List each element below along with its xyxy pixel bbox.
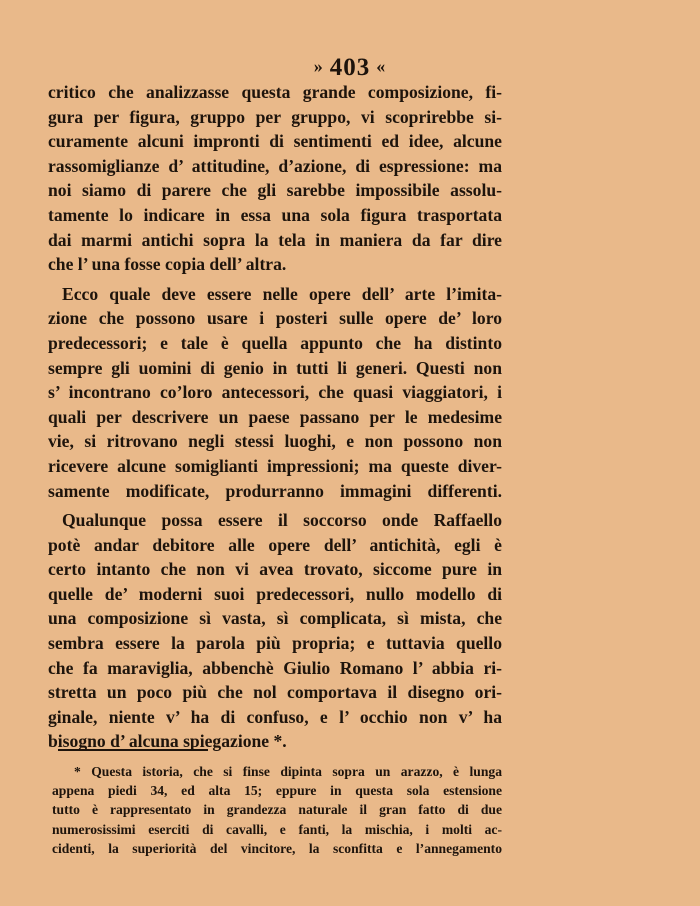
text-line: dai marmi antichi sopra la tela in maniera da far dire [48,229,502,250]
paragraph-2 [48,282,502,503]
footnote-line: appena piedi 34, ed alta 15; eppure in questa sola estensione [52,783,502,799]
footnote [52,762,502,858]
text-line: predecessori; e tale è quella appunto che ha distinto [48,332,502,353]
text-line: certo intanto che non vi avea trovato, siccome pure in [48,559,502,580]
text-line: quelle de’ moderni suoi predecessori, nullo modello di [48,583,502,604]
text-line: s’ incontrano co’loro antecessori, che quasi viaggiatori, i [48,382,502,403]
text-line: sembra essere la parola più propria; e tuttavia quello [48,633,502,654]
text-line: tamente lo indicare in essa una sola figura trasportata [48,204,502,225]
paragraph-1 [48,80,502,277]
text-line: stretta un poco più che nol comportava il disegno ori- [48,682,502,703]
text-line: noi siamo di parere che gli sarebbe impossibile assolu- [48,180,502,201]
text-line: che fa maraviglia, abbenchè Giulio Romano l’ abbia ri- [48,657,502,678]
text-line: potè andar debitore alle opere dell’ antichità, egli è [48,534,502,555]
text-line: gura per figura, gruppo per gruppo, vi scoprirebbe si- [48,106,502,127]
main-text [48,80,502,754]
text-line: curamente alcuni impronti di sentimenti ed idee, alcune [48,131,502,152]
paragraph-3 [48,508,502,754]
text-line: che l’ una fosse copia dell’ altra. [48,254,287,275]
text-line: critico che analizzasse questa grande composizione, fi- [48,82,502,102]
page-number: 403 [329,54,371,81]
text-line: samente modificate, produrranno immagini differenti. [48,480,502,501]
text-line: zione che possono usare i posteri sulle opere de’ loro [48,308,502,329]
text-line: ricevere alcune somiglianti impressioni; ma queste diver- [48,455,502,476]
text-line: vie, si ritrovano negli stessi luoghi, e non possono non [48,431,502,452]
footnote-line: cidenti, la superiorità del vincitore, la sconfitta e l’annegamento [52,840,502,856]
ornament-right: « [376,56,387,76]
text-line: rassomiglianze d’ attitudine, d’azione, di espressione: ma [48,155,502,176]
text-line: Qualunque possa essere il soccorso onde Raffaello [62,510,502,531]
text-line: ginale, niente v’ ha di confuso, e l’ occhio non v’ ha [48,706,502,727]
footnote-line: * Questa istoria, che si finse dipinta sopra un arazzo, è lunga [74,764,502,779]
footnote-line: numerosissimi eserciti di cavalli, e fanti, la mischia, i molti ac- [52,821,502,837]
text-line: sempre gli uomini di genio in tutti li generi. Questi non [48,357,502,378]
text-line: quali per descrivere un paese passano per le medesime [48,406,502,427]
text-line: bisogno d’ alcuna spiegazione *. [48,731,287,752]
page-header [0,52,700,82]
text-line: Ecco quale deve essere nelle opere dell’ arte l’imita- [62,283,502,304]
footnote-divider [58,749,208,751]
ornament-left: » [313,56,324,76]
text-line: una composizione sì vasta, sì complicata, sì mista, che [48,608,502,629]
footnote-line: tutto è rappresentato in grandezza naturale il gran fatto di due [52,802,502,818]
